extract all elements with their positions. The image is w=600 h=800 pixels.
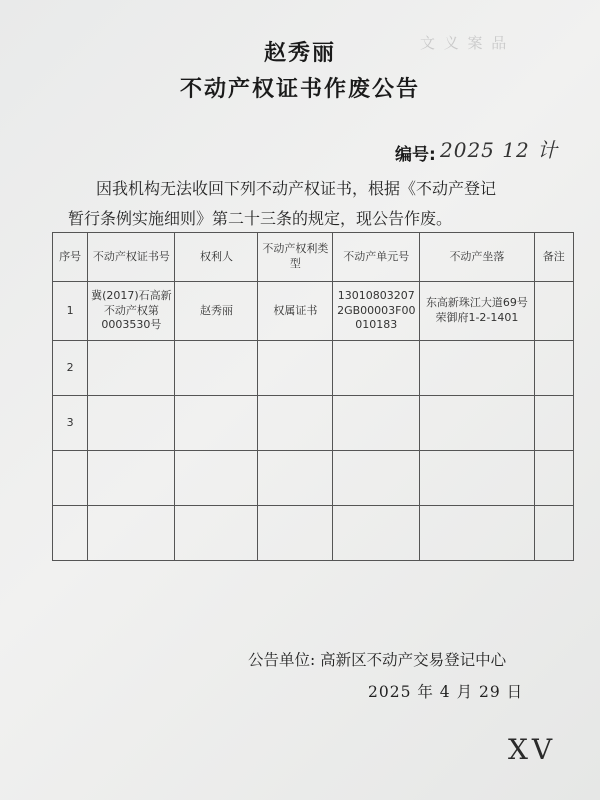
col-header-index: 序号: [53, 233, 88, 282]
notice-title: 不动产权证书作废公告: [179, 77, 420, 102]
number-value: 2025 12 计: [440, 138, 559, 162]
cell-owner: [175, 451, 258, 506]
handwritten-mark: XV: [508, 733, 557, 766]
issuing-unit: 公告单位: 高新区不动产交易登记中心: [248, 651, 507, 669]
col-header-cert-no: 不动产权证书号: [88, 233, 175, 282]
cell-cert-no: [88, 506, 175, 561]
cell-cert-no: [88, 396, 175, 451]
cell-unit-no: [333, 506, 420, 561]
cell-owner: [175, 341, 258, 396]
number-label: 编号:: [395, 145, 436, 165]
cell-index: 1: [53, 282, 88, 341]
col-header-right-type: 不动产权利类型: [258, 233, 333, 282]
cell-location: [420, 396, 534, 451]
cell-unit-no: [333, 396, 420, 451]
cell-index: 3: [53, 396, 88, 451]
col-header-unit-no: 不动产单元号: [333, 233, 420, 282]
body-line-1: 因我机构无法收回下列不动产权证书，根据《不动产登记: [96, 179, 497, 198]
table-row: [53, 341, 574, 396]
cell-location: [420, 506, 534, 561]
cell-right-type: 权属证书: [258, 282, 333, 341]
faint-watermark: 文 义 案 品: [420, 34, 509, 52]
cell-remarks: [534, 396, 573, 451]
cell-unit-no: [333, 341, 420, 396]
cell-remarks: [534, 506, 573, 561]
cell-cert-no: 冀(2017)石高新不动产权第0003530号: [88, 282, 175, 341]
cell-location: [420, 451, 534, 506]
cell-unit-no: [333, 451, 420, 506]
cell-owner: [175, 396, 258, 451]
cell-owner: [175, 506, 258, 561]
cell-index: [53, 451, 88, 506]
table-row: [53, 506, 574, 561]
cell-unit-no: 130108032072GB00003F00010183: [333, 282, 420, 341]
cell-index: 2: [53, 341, 88, 396]
table-row: [53, 451, 574, 506]
cell-owner: 赵秀丽: [175, 282, 258, 341]
cell-location: 东高新珠江大道69号荣御府1-2-1401: [420, 282, 534, 341]
cell-remarks: [534, 341, 573, 396]
cell-right-type: [258, 506, 333, 561]
cell-remarks: [534, 451, 573, 506]
col-header-location: 不动产坐落: [420, 233, 534, 282]
table-header-row: [53, 233, 574, 282]
cell-index: [53, 506, 88, 561]
certificate-table: [52, 232, 574, 561]
cell-remarks: [534, 282, 573, 341]
cell-cert-no: [88, 341, 175, 396]
cell-location: [420, 341, 534, 396]
cell-right-type: [258, 341, 333, 396]
cell-right-type: [258, 451, 333, 506]
holder-name: 赵秀丽: [263, 41, 336, 66]
notice-date: 2025 年 4 月 29 日: [368, 683, 524, 701]
cell-right-type: [258, 396, 333, 451]
body-line-2: 暂行条例实施细则》第二十三条的规定，现公告作废。: [68, 209, 453, 228]
table-row: [53, 396, 574, 451]
col-header-owner: 权利人: [175, 233, 258, 282]
col-header-remarks: 备注: [534, 233, 573, 282]
cell-cert-no: [88, 451, 175, 506]
table-row: [53, 282, 574, 341]
